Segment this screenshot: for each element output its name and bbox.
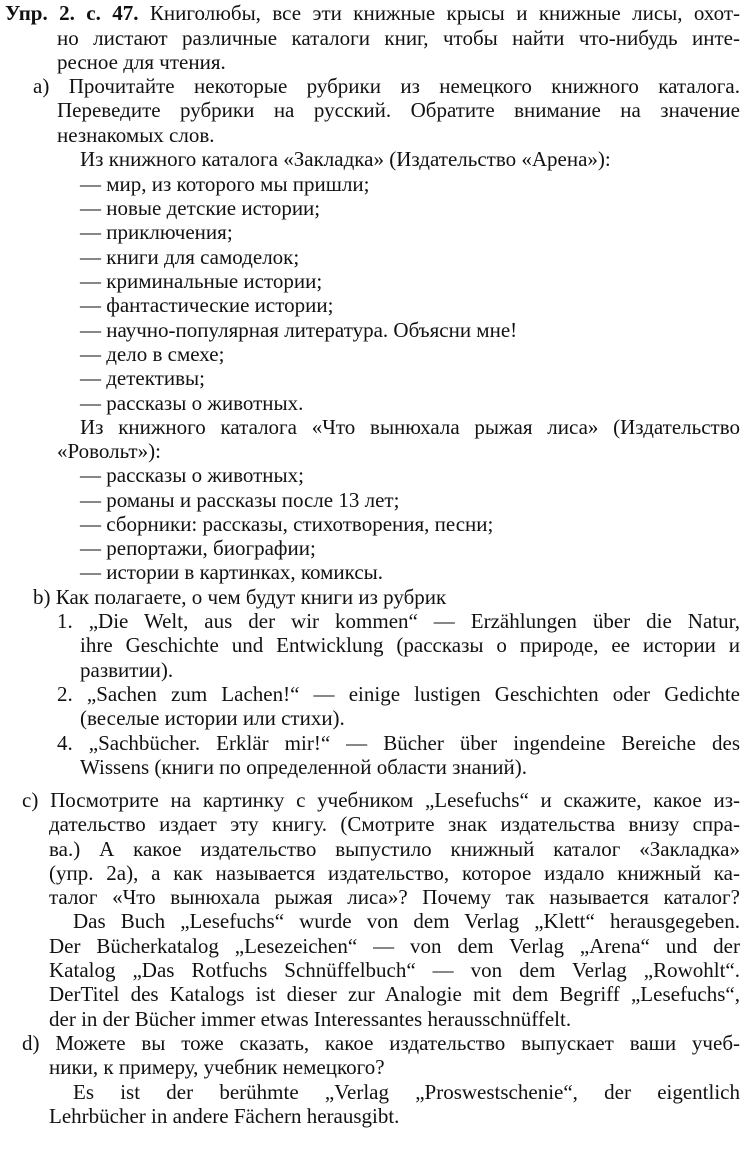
text-line: — детективы;	[80, 366, 205, 390]
text-line: (упр. 2а), а как называется издательство, которое издало книжный ка-	[49, 861, 740, 885]
text-line: ва.) А какое издательство выпустило книжный каталог «Закладка»	[49, 837, 740, 861]
text-line: — книги для самоделок;	[80, 245, 300, 269]
answer-d: Es ist der berühmte „Verlag „Proswestschenie“, der eigentlich	[73, 1080, 740, 1104]
task-b: b) Как полагаете, о чем будут книги из рубрик	[33, 585, 447, 609]
text-line: 2. „Sachen zum Lachen!“ — einige lustigen Geschichten oder Gedichte	[57, 682, 740, 706]
text-line: der in der Bücher immer etwas Interessantes herausschnüffelt.	[49, 1007, 572, 1031]
text-line: Der Bücherkatalog „Lesezeichen“ — von dem Verlag „Arena“ und der	[49, 934, 740, 958]
text-line: 4. „Sachbücher. Erklär mir!“ — Bücher über ingendeine Bereiche des	[57, 731, 740, 755]
text-line: — романы и рассказы после 13 лет;	[80, 488, 400, 512]
text-line: — научно-популярная литература. Объясни мне!	[80, 318, 518, 342]
text-line: — криминальные истории;	[80, 269, 323, 293]
text-line: незнакомых слов.	[57, 123, 215, 147]
text-line: — рассказы о животных.	[80, 391, 304, 415]
text-line: «Ровольт»):	[57, 439, 161, 463]
text-line: 1. „Die Welt, aus der wir kommen“ — Erzählungen über die Natur,	[57, 609, 740, 633]
text-line: ресное для чтения.	[57, 50, 226, 74]
text-line: — новые детские истории;	[80, 196, 321, 220]
text-line: талог «Что вынюхала рыжая лиса»? Почему так называется каталог?	[49, 885, 740, 909]
task-a: а) Прочитайте некоторые рубрики из немецкого книжного каталога.	[33, 74, 740, 98]
text-line: — рассказы о животных;	[80, 463, 304, 487]
text-line: — фантастические истории;	[80, 293, 334, 317]
text-line: Из книжного каталога «Закладка» (Издательство «Арена»):	[80, 147, 611, 171]
task-c: c) Посмотрите на картинку с учебником „Lesefuchs“ и скажите, какое из-	[22, 788, 740, 812]
text-line: (веселые истории или стихи).	[80, 706, 345, 730]
exercise-text: Книголюбы, все эти книжные крысы и книжные лисы, охот-	[138, 1, 740, 25]
text-line: Wissens (книги по определенной области знаний).	[80, 755, 527, 779]
text-line: — приключения;	[80, 220, 233, 244]
text-line: Переведите рубрики на русский. Обратите внимание на значение	[57, 98, 740, 122]
text-line: DerTitel des Katalogs ist dieser zur Analogie mit dem Begriff „Lesefuchs“,	[49, 982, 740, 1006]
text-line: Из книжного каталога «Что вынюхала рыжая лиса» (Издательство	[80, 415, 740, 439]
task-d: d) Можете вы тоже сказать, какое издательство выпускает ваши учеб-	[22, 1031, 740, 1055]
exercise-intro	[5, 1, 740, 25]
text-line: развитии).	[80, 658, 174, 682]
answer-c: Das Buch „Lesefuchs“ wurde von dem Verlag „Klett“ herausgegeben.	[73, 909, 740, 933]
exercise-label: Упр. 2. с. 47.	[5, 1, 139, 25]
text-line: ники, к примеру, учебник немецкого?	[49, 1055, 385, 1079]
text-line: Lehrbücher in andere Fächern herausgibt.	[49, 1104, 400, 1128]
text-line: дательство издает эту книгу. (Смотрите знак издательства внизу спра-	[49, 812, 740, 836]
text-line: ihre Geschichte und Entwicklung (рассказы о природе, ее истории и	[80, 633, 740, 657]
text-line: Katalog „Das Rotfuchs Schnüffelbuch“ — von dem Verlag „Rowohlt“.	[49, 958, 740, 982]
text-line: — репортажи, биографии;	[80, 536, 316, 560]
text-line: — истории в картинках, комиксы.	[80, 560, 384, 584]
text-line: — сборники: рассказы, стихотворения, песни;	[80, 512, 494, 536]
text-line: но листают различные каталоги книг, чтобы найти что-нибудь инте-	[57, 26, 740, 50]
text-line: — дело в смехе;	[80, 342, 225, 366]
text-line: — мир, из которого мы пришли;	[80, 172, 370, 196]
